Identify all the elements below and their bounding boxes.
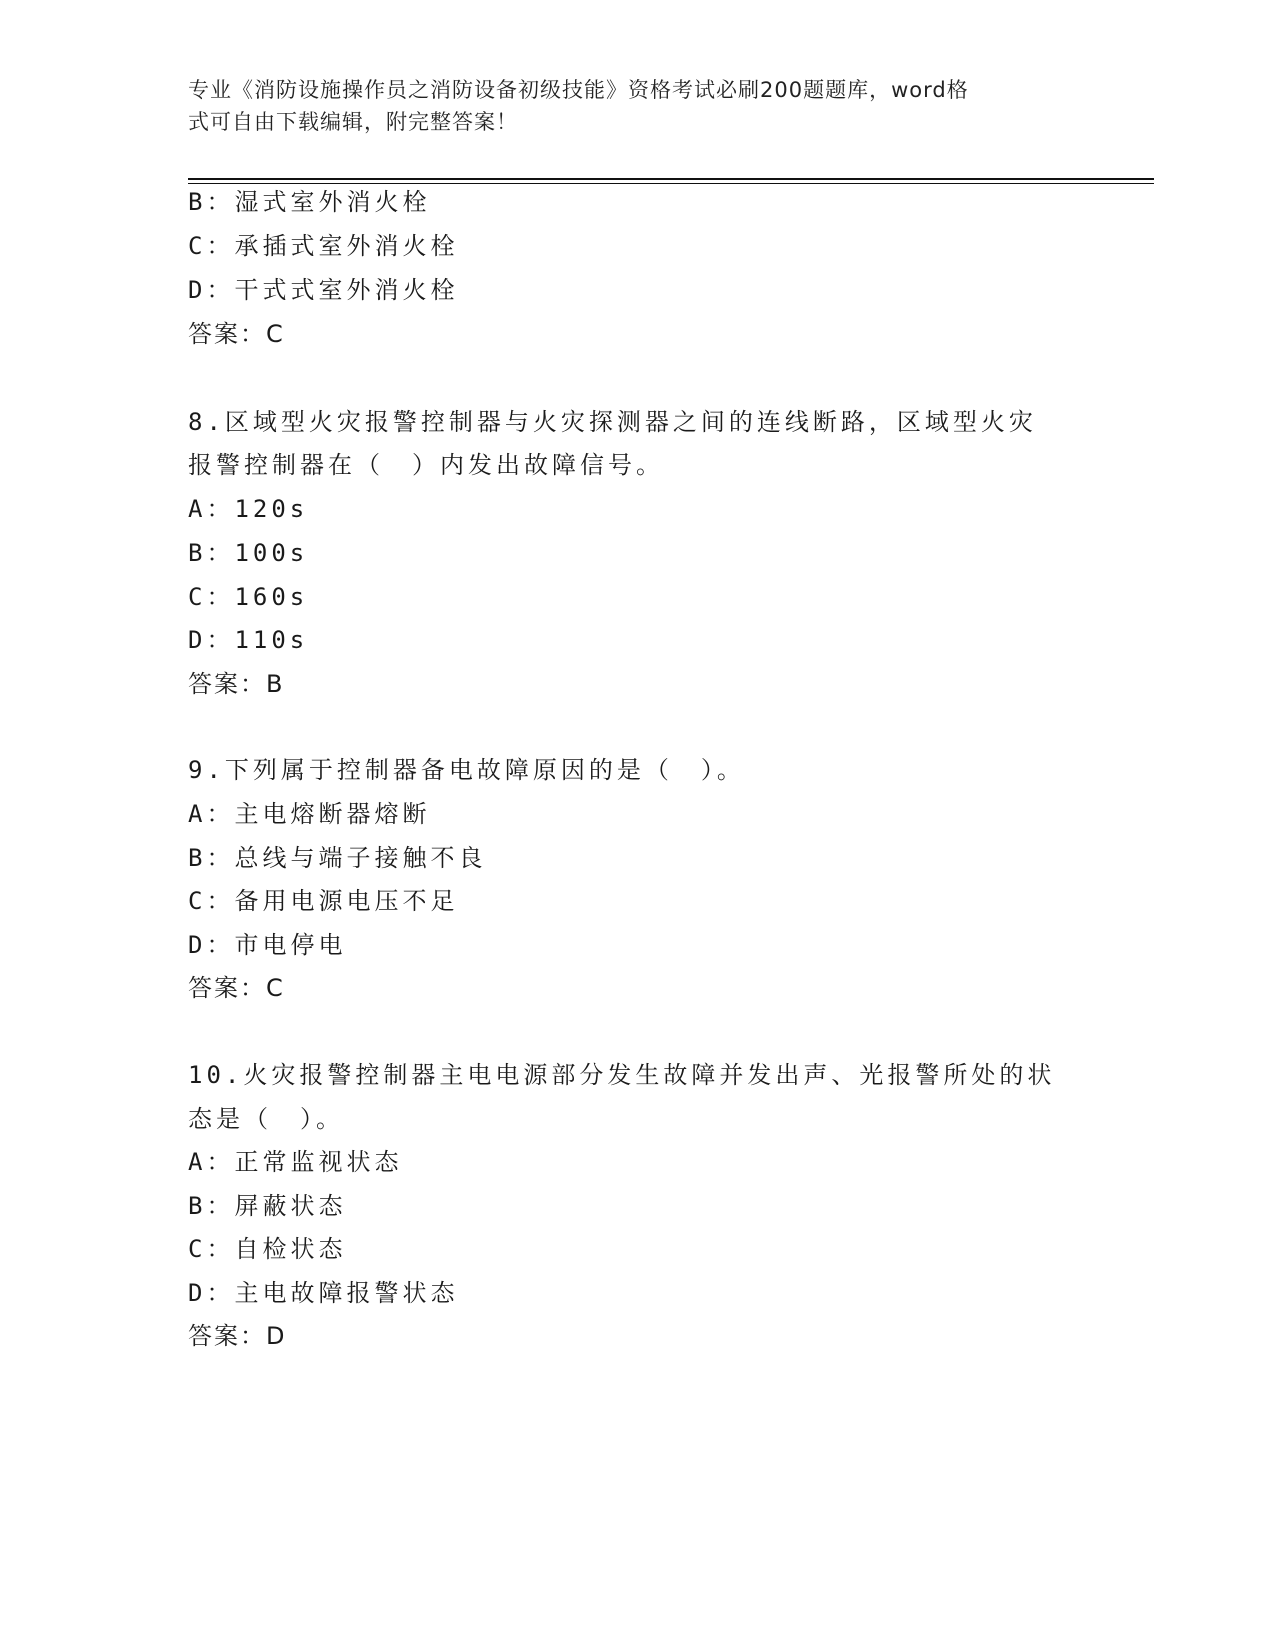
header-divider-thin (188, 183, 1154, 184)
q7-option-d: D：干式式室外消火栓 (188, 276, 459, 304)
q7-option-b: B：湿式室外消火栓 (188, 188, 431, 216)
header-line-1: 专业《消防设施操作员之消防设备初级技能》资格考试必刷200题题库，word格 (188, 78, 969, 102)
q10-answer: 答案：D (188, 1322, 287, 1350)
q8-option-c: C：160s (188, 583, 309, 611)
q8-option-d: D：110s (188, 626, 309, 654)
q10-option-d: D：主电故障报警状态 (188, 1279, 459, 1307)
q10-stem-line-1: 10.火灾报警控制器主电电源部分发生故障并发出声、光报警所处的状 (188, 1061, 1056, 1089)
q8-option-a: A：120s (188, 495, 309, 523)
q9-answer: 答案：C (188, 974, 285, 1002)
q8-answer: 答案：B (188, 670, 285, 698)
q9-stem-line-1: 9.下列属于控制器备电故障原因的是（ ）。 (188, 756, 745, 784)
q10-option-b: B：屏蔽状态 (188, 1192, 347, 1220)
q9-option-b: B：总线与端子接触不良 (188, 844, 487, 872)
q7-option-c: C：承插式室外消火栓 (188, 232, 459, 260)
q8-stem-line-1: 8.区域型火灾报警控制器与火灾探测器之间的连线断路，区域型火灾 (188, 408, 1037, 436)
document-header (188, 74, 1068, 138)
q10-option-a: A：正常监视状态 (188, 1148, 403, 1176)
q8-stem-line-2: 报警控制器在（ ）内发出故障信号。 (188, 451, 664, 479)
header-divider-thick (188, 178, 1154, 180)
q9-option-d: D：市电停电 (188, 931, 347, 959)
q10-option-c: C：自检状态 (188, 1235, 347, 1263)
q9-option-a: A：主电熔断器熔断 (188, 800, 431, 828)
q9-option-c: C：备用电源电压不足 (188, 887, 459, 915)
q10-stem-line-2: 态是（ ）。 (188, 1105, 344, 1133)
q8-option-b: B：100s (188, 539, 309, 567)
q7-answer: 答案：C (188, 320, 285, 348)
header-line-2: 式可自由下载编辑，附完整答案！ (188, 110, 518, 134)
